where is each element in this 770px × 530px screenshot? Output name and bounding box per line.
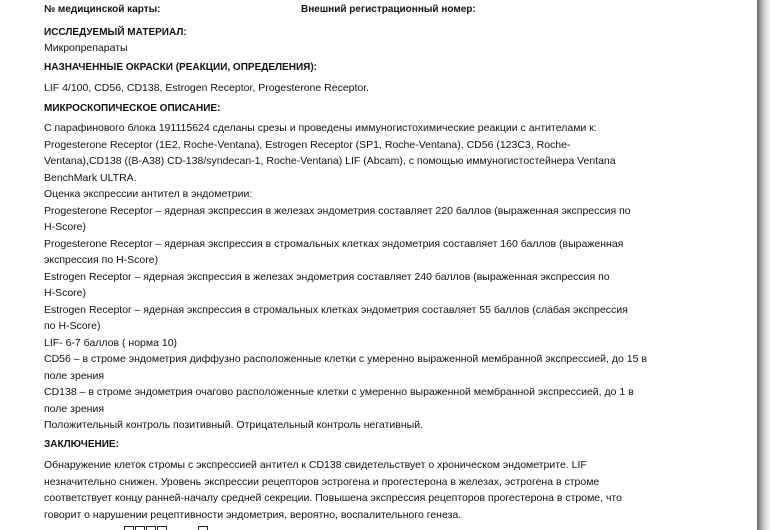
stains-value: LIF 4/100, CD56, CD138, Estrogen Receptor, Progesterone Receptor. <box>44 82 370 94</box>
micro-line: Положительный контроль позитивный. Отрицательный контроль негативный. <box>44 419 423 431</box>
micro-line: поле зрения <box>44 402 105 415</box>
conclusion-line: незначительно снижен. Уровень экспрессии рецепторов эстрогена и прогестерона в железах, эстрогена в строме <box>44 475 600 488</box>
conclusion-text <box>44 457 714 523</box>
microscopic-text <box>44 120 714 434</box>
conclusion-line: Обнаружение клеток стромы с экспрессией антител к CD138 свидетельствует о хроническом эндометрите. LIF <box>44 459 587 471</box>
micro-line: BenchMark ULTRA. <box>44 171 137 184</box>
micro-line: Ventana),CD138 ((B-A38) CD-138/syndecan-1, Roche-Ventana) LIF (Abcam), с помощью иммуногистостейнера Ventana <box>44 155 616 167</box>
microscopic-heading: МИКРОСКОПИЧЕСКОЕ ОПИСАНИЕ: <box>44 103 221 114</box>
micro-line: Estrogen Receptor – ядерная экспрессия в железах эндометрия составляет 240 баллов (выраженная экспрессия по <box>44 270 610 283</box>
micro-line: H-Score) <box>44 221 87 233</box>
page-edge-shadow <box>757 0 770 530</box>
medical-card-label: № медицинской карты: <box>44 4 161 15</box>
micro-line: экспрессия по H-Score) <box>44 254 159 266</box>
cut-off-next-line <box>44 522 244 530</box>
external-reg-number-label: Внешний регистрационный номер: <box>301 4 476 15</box>
micro-line: CD56 – в строме эндометрия диффузно расположенные клетки с умеренно выраженной мембранной экспрессией, до 15 в <box>44 353 647 365</box>
micro-line: LIF- 6-7 баллов ( норма 10) <box>44 336 178 349</box>
micro-line: CD138 – в строме эндометрия очагово расположенные клетки с умеренно выраженной мембранной экспрессией, до 1 в <box>44 386 634 398</box>
micro-line: Progesterone Receptor – ядерная экспрессия в железах эндометрия составляет 220 баллов (выраженная экспрессия по <box>44 204 631 217</box>
micro-line: H-Score) <box>44 287 87 299</box>
micro-line: поле зрения <box>44 369 105 382</box>
material-value: Микропрепараты <box>44 42 128 54</box>
conclusion-line: соответствует концу ранней-началу средней секреции. Повышена экспрессия рецепторов прогестерона в строме, что <box>44 492 622 504</box>
micro-line: С парафинового блока 191115624 сделаны срезы и проведены иммуногистохимические реакции с антителами к: <box>44 122 597 134</box>
micro-line: Estrogen Receptor – ядерная экспрессия в стромальных клетках эндометрия составляет 55 баллов (слабая экспрессия <box>44 303 628 316</box>
conclusion-line: говорит о нарушении рецептивности эндометрия, вероятно, воспалительного генеза. <box>44 508 462 521</box>
micro-line: Оценка экспрессии антител в эндометрии: <box>44 188 253 200</box>
material-heading: ИССЛЕДУЕМЫЙ МАТЕРИАЛ: <box>44 27 187 38</box>
stains-heading: НАЗНАЧЕННЫЕ ОКРАСКИ (РЕАКЦИИ, ОПРЕДЕЛЕНИЯ): <box>44 62 317 73</box>
micro-line: Progesterone Receptor (1E2, Roche-Ventana), Estrogen Receptor (SP1, Roche-Ventana), CD56 (123C3, Roche- <box>44 138 571 151</box>
micro-line: Progesterone Receptor – ядерная экспрессия в стромальных клетках эндометрия составляет 160 баллов (выраженная <box>44 237 624 250</box>
micro-line: по H-Score) <box>44 320 101 332</box>
conclusion-heading: ЗАКЛЮЧЕНИЕ: <box>44 439 119 450</box>
